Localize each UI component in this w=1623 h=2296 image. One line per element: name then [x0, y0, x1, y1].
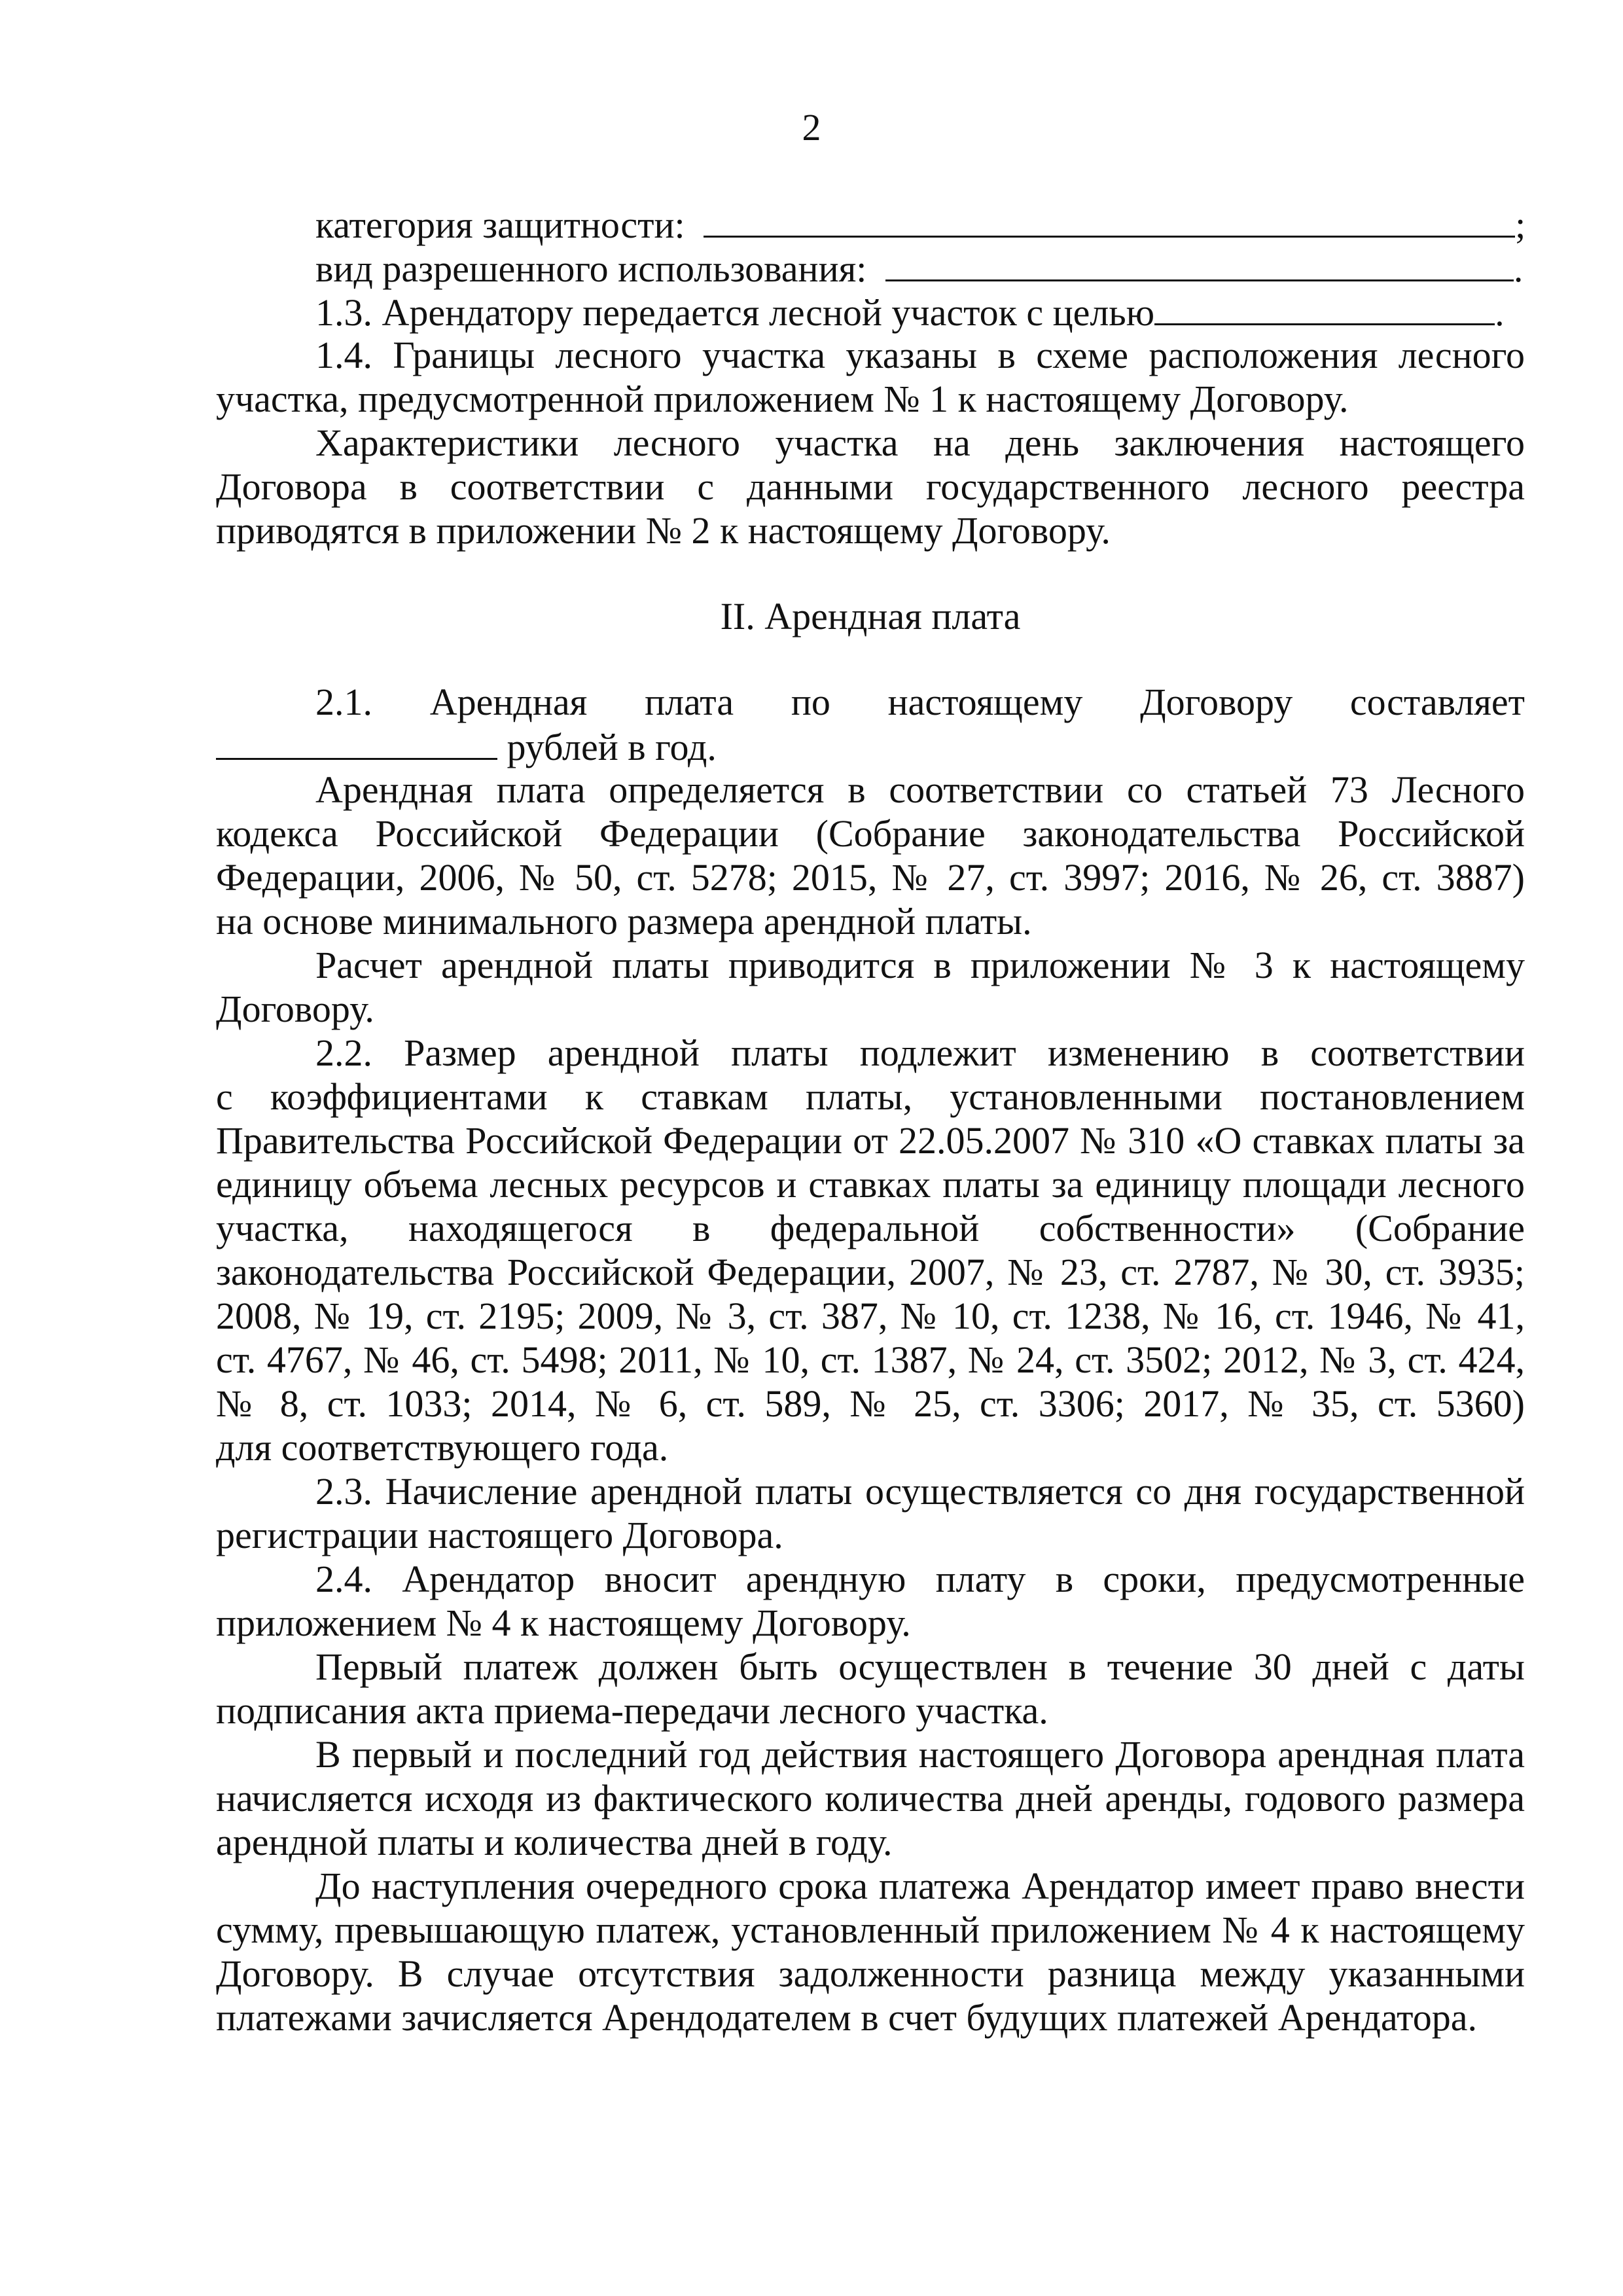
clause-2-2-line-5: участка, находящегося в федеральной собственности» (Собрание	[216, 1207, 1525, 1249]
clause-2-1-line-2	[216, 724, 1525, 768]
clause-2-2-line-4: единицу объема лесных ресурсов и ставках платы за единицу площади лесного	[216, 1163, 1525, 1206]
clause-2-2-line-8: ст. 4767, № 46, ст. 5498; 2011, № 10, ст. 1387, № 24, ст. 3502; 2012, № 3, ст. 424,	[216, 1338, 1525, 1381]
permitted-use-label: вид разрешенного использования:	[315, 247, 867, 290]
clause-2-4-line-1: 2.4. Арендатор вносит арендную плату в сроки, предусмотренные	[315, 1558, 1525, 1600]
characteristics-line-2: Договора в соответствии с данными государственного лесного реестра	[216, 465, 1525, 508]
first-last-year-line-3: арендной платы и количества дней в году.	[216, 1821, 893, 1863]
calc-line-2: Договору.	[216, 988, 374, 1030]
clause-2-4-line-2: приложением № 4 к настоящему Договору.	[216, 1602, 911, 1644]
first-payment-line-1: Первый платеж должен быть осуществлен в течение 30 дней с даты	[315, 1645, 1525, 1688]
document-body	[216, 202, 1525, 2039]
rent-basis-line-2: кодекса Российской Федерации (Собрание законодательства Российской	[216, 812, 1525, 855]
clause-2-3-line-1: 2.3. Начисление арендной платы осуществляется со дня государственной	[315, 1470, 1525, 1513]
permitted-use-line	[216, 245, 1525, 289]
protection-category-blank	[704, 202, 1515, 238]
clause-2-2-line-7: 2008, № 19, ст. 2195; 2009, № 3, ст. 387, № 10, ст. 1238, № 16, ст. 1946, № 41,	[216, 1295, 1525, 1337]
clause-2-3-line-2: регистрации настоящего Договора.	[216, 1514, 783, 1556]
clause-1-3-blank	[1154, 289, 1495, 325]
prepayment-line-1: До наступления очередного срока платежа Арендатор имеет право внести	[315, 1865, 1525, 1907]
first-last-year-line-1: В первый и последний год действия настоящего Договора арендная плата	[315, 1733, 1525, 1776]
clause-1-3-end: .	[1495, 291, 1505, 334]
clause-1-3-text: 1.3. Арендатору передается лесной участок с целью	[315, 291, 1155, 334]
protection-category-label: категория защитности:	[315, 204, 685, 246]
page-number: 2	[802, 106, 821, 149]
rent-amount-unit: рублей в год.	[507, 726, 717, 768]
section-2-heading: II. Арендная плата	[720, 595, 1021, 637]
clause-2-1-line-1: 2.1. Арендная плата по настоящему Договору составляет	[315, 681, 1525, 723]
protection-category-line	[216, 202, 1525, 245]
clause-2-2-line-6: законодательства Российской Федерации, 2007, № 23, ст. 2787, № 30, ст. 3935;	[216, 1251, 1525, 1293]
prepayment-line-4: платежами зачисляется Арендодателем в счет будущих платежей Арендатора.	[216, 1996, 1477, 2039]
prepayment-line-2: сумму, превышающую платеж, установленный приложением № 4 к настоящему	[216, 1909, 1525, 1951]
permitted-use-end: .	[1513, 247, 1524, 290]
rent-basis-line-1: Арендная плата определяется в соответствии со статьей 73 Лесного	[315, 768, 1525, 811]
clause-1-4-line-1: 1.4. Границы лесного участка указаны в схеме расположения лесного	[315, 334, 1525, 376]
permitted-use-blank	[885, 245, 1514, 281]
calc-line-1: Расчет арендной платы приводится в приложении № 3 к настоящему	[315, 944, 1525, 986]
clause-1-4-line-2: участка, предусмотренной приложением № 1 к настоящему Договору.	[216, 378, 1349, 420]
prepayment-line-3: Договору. В случае отсутствия задолженности разница между указанными	[216, 1952, 1525, 1995]
clause-2-2-line-10: для соответствующего года.	[216, 1426, 669, 1469]
clause-1-3	[216, 289, 1525, 333]
characteristics-line-1: Характеристики лесного участка на день заключения настоящего	[315, 422, 1525, 464]
rent-basis-line-4: на основе минимального размера арендной платы.	[216, 900, 1032, 942]
clause-2-2-line-3: Правительства Российской Федерации от 22.05.2007 № 310 «О ставках платы за	[216, 1119, 1525, 1162]
clause-2-2-line-9: № 8, ст. 1033; 2014, № 6, ст. 589, № 25, ст. 3306; 2017, № 35, ст. 5360)	[216, 1382, 1525, 1425]
first-payment-line-2: подписания акта приема-передачи лесного участка.	[216, 1689, 1048, 1732]
characteristics-line-3: приводятся в приложении № 2 к настоящему Договору.	[216, 509, 1111, 552]
protection-category-end: ;	[1515, 204, 1526, 246]
rent-basis-line-3: Федерации, 2006, № 50, ст. 5278; 2015, № 27, ст. 3997; 2016, № 26, ст. 3887)	[216, 856, 1525, 899]
clause-2-2-line-2: с коэффициентами к ставкам платы, установленными постановлением	[216, 1075, 1525, 1118]
first-last-year-line-2: начисляется исходя из фактического количества дней аренды, годового размера	[216, 1777, 1525, 1820]
clause-2-2-line-1: 2.2. Размер арендной платы подлежит изменению в соответствии	[315, 1031, 1525, 1074]
rent-amount-blank	[216, 724, 497, 760]
